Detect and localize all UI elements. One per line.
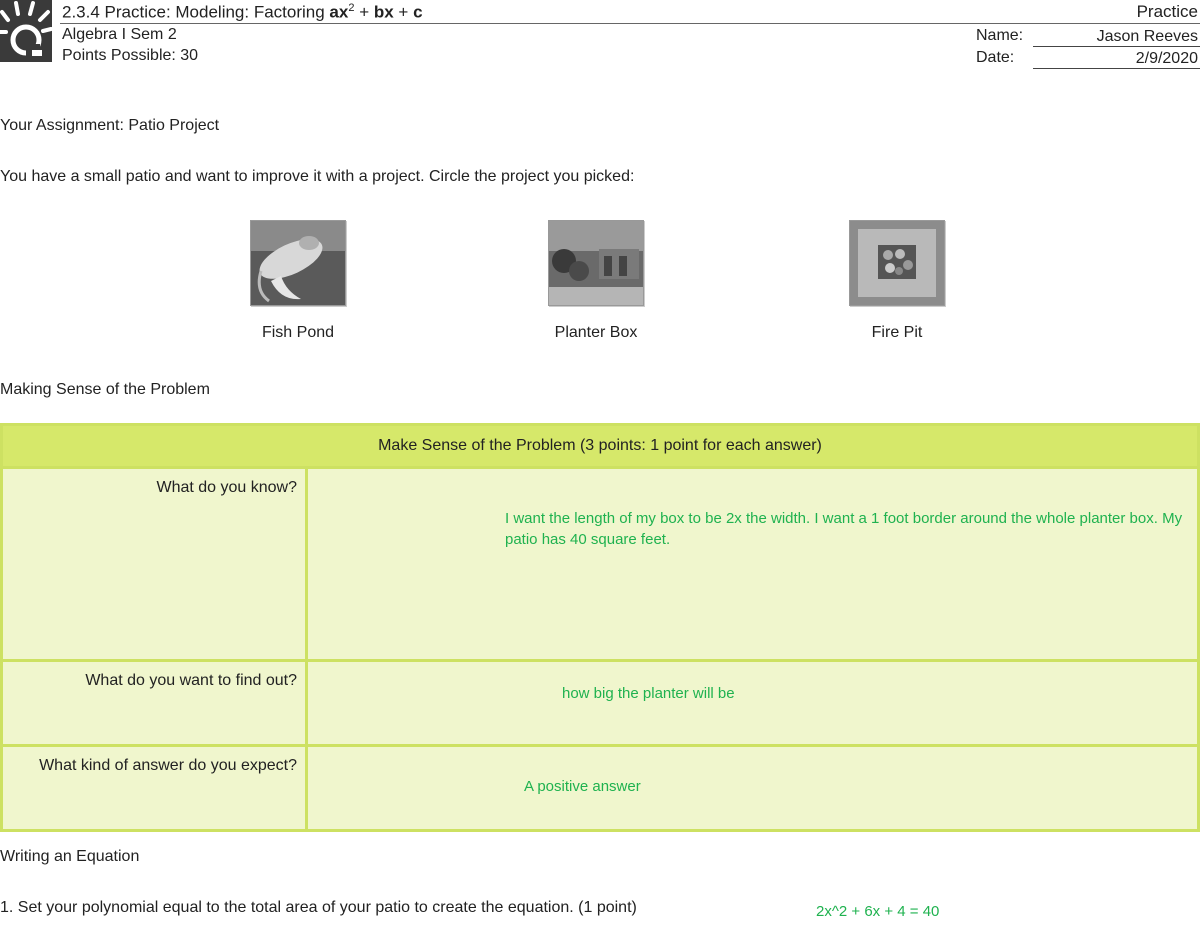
sense-making-table xyxy=(0,423,1200,832)
question-cell: What do you know? xyxy=(2,468,307,661)
document-title: 2.3.4 Practice: Modeling: Factoring $ax^2$ + bx + c xyxy=(62,2,423,22)
answer-cell[interactable] xyxy=(307,468,1199,661)
name-label: Name: xyxy=(976,27,1024,44)
answer-text: how big the planter will be xyxy=(562,685,735,702)
table-row xyxy=(2,746,1199,831)
equation-answer[interactable]: 2x^2 + 6x + 4 = 40 xyxy=(816,903,940,920)
fish-pond-photo xyxy=(250,220,346,306)
project-planter-box[interactable] xyxy=(516,220,676,342)
planter-box-photo xyxy=(548,220,644,306)
project-label: Planter Box xyxy=(554,324,638,341)
answer-cell[interactable] xyxy=(307,746,1199,831)
table-row xyxy=(2,661,1199,746)
project-fish-pond[interactable] xyxy=(218,220,378,342)
answer-cell[interactable] xyxy=(307,661,1199,746)
question-1 xyxy=(0,899,637,917)
assignment-title: Your Assignment: Patio Project xyxy=(0,117,220,134)
fire-pit-photo xyxy=(849,220,945,306)
date-label: Date: xyxy=(976,49,1015,66)
project-fire-pit[interactable] xyxy=(817,220,977,342)
project-label: Fish Pond xyxy=(261,324,335,341)
section-heading: Making Sense of the Problem xyxy=(0,381,210,398)
answer-text: I want the length of my box to be 2x the width. I want a 1 foot border around the whole planter box. My patio has 40 square feet. xyxy=(505,510,1183,548)
question-cell: What do you want to find out? xyxy=(2,661,307,746)
header-divider xyxy=(60,23,1200,24)
question-text: Set your polynomial equal to the total area of your patio to create the equation. (1 point) xyxy=(13,899,637,916)
document-type: Practice xyxy=(1136,2,1198,21)
school-logo-icon xyxy=(0,0,52,62)
course-name: Algebra I Sem 2 xyxy=(62,26,177,43)
question-cell: What kind of answer do you expect? xyxy=(2,746,307,831)
project-label: Fire Pit xyxy=(871,324,923,341)
intro-text: You have a small patio and want to improve it with a project. Circle the project you picked: xyxy=(0,168,635,185)
name-field[interactable]: Jason Reeves xyxy=(1033,27,1200,47)
section-heading: Writing an Equation xyxy=(0,848,140,865)
points-possible: Points Possible: 30 xyxy=(62,47,199,64)
answer-text: A positive answer xyxy=(524,778,641,795)
table-row xyxy=(2,468,1199,661)
table-header: Make Sense of the Problem (3 points: 1 point for each answer) xyxy=(2,425,1199,468)
question-number: 1. xyxy=(0,899,14,916)
date-field[interactable]: 2/9/2020 xyxy=(1033,49,1200,69)
